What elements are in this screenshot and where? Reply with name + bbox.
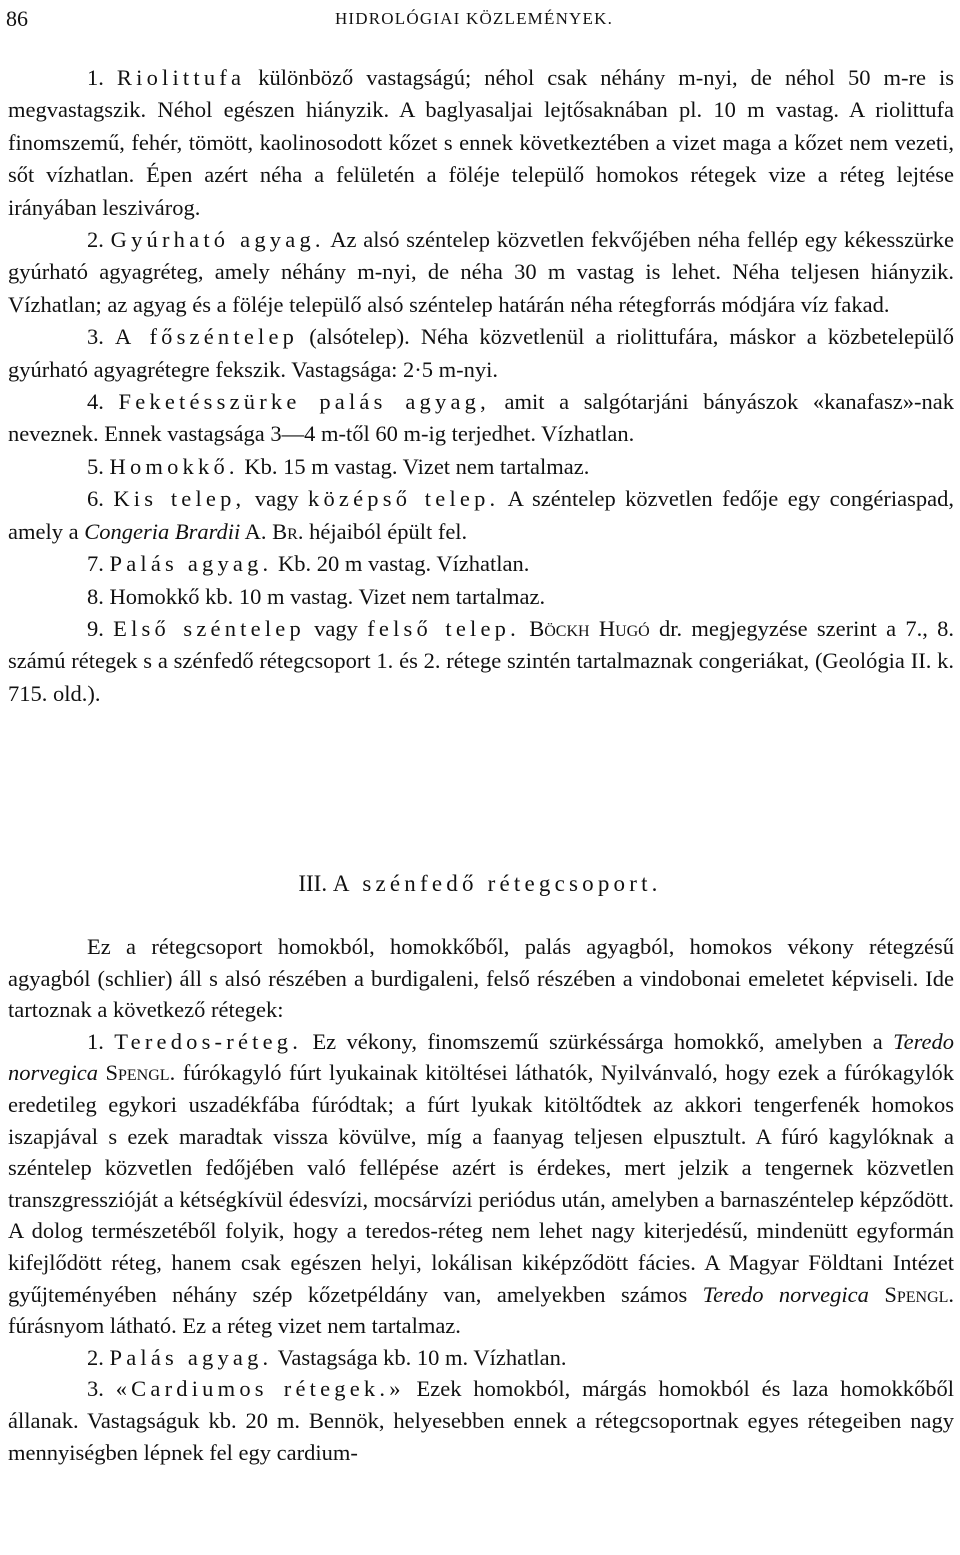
paragraph-item-4: 4. Feketésszürke palás agyag, amit a salgótarjáni bányászok «kanafasz»-nak neveznek. Ennek vastagsága 3—4 m-től 60 m-ig terjedhet. Vízhatlan. [8,389,955,447]
paragraph-item-3: 3. A főszéntelep (alsótelep). Néha közvetlenül a riolittufára, máskor a közbetelepülő gyúrható agyagrétegre fekszik. Vastagsága: 2·5 m-nyi. [8,324,955,382]
section-title: A szénfedő rétegcsoport. [332,871,662,896]
section-numeral: III. [298,871,328,896]
page-header [6,6,942,30]
paragraph-item-9: 9. Első széntelep vagy felső telep. Böckh Hugó dr. megjegyzése szerint a 7., 8. számú rétegek s a szénfedő rétegcsoport 1. és 2. rétege szintén tartalmaznak congeriákat, (Geológia II. k. 715. old.). [8,615,954,706]
paragraph-item-1: 1. Riolittufa különböző vastagságú; néhol csak néhány m-nyi, de néhol 50 m-re is megvastagszik. Néhol egészen hiányzik. A baglyasaljai lejtősaknában pl. 10 m vastag. A riolittufa finomszemű, fehér, tömött, kaolinosodott kőzet s ennek következtében a vizet maga a kőzet nem vezeti, sőt vízhatlan. Épen azért néha a felületén a föléje települő homokos rétegek vize a réteg lejtése irányában leszivárog. [8,65,955,220]
page-number: 86 [6,6,28,31]
paragraph-item-teredos: 1. Teredos-réteg. Ez vékony, finomszemű szürkéssárga homokkő, amelyben a Teredo norvegica Spengl. fúrókagyló fúrt lyukainak kitöltései láthatók, Nyilvánvaló, hogy ezek a fúrókagylók eredetileg egykori uszadékfába fúródtak; a fúrt lyukak kitöltődtek az akkori tengerfenék homokos iszapjával s ezek maradtak vissza kövülve, míg a faanyag teljesen elpusztult. A fúró kagylóknak a széntelep közvetlen fedőjében való fellépése azért is érdekes, mert jelzik a tengernek közvetlen transzgresszióját a kétségkívül édesvízi, mocsárvízi periódus után, amelyben a barnaszéntelep képződött. A dolog természetéből folyik, hogy a teredos-réteg nem lehet nagy kiterjedésű, mindenütt egyformán kifejlődött réteg, hanem csak egészen helyi, lokálisan kiképződött fácies. A Magyar Földtani Intézet gyűjteményében néhány szép kőzetpéldány van, amelyekben számos Teredo norvegica Spengl. fúrásnyom látható. Ez a réteg vizet nem tartalmaz. [8,1028,955,1339]
paragraph-item-7: 7. Palás agyag. Kb. 20 m vastag. Vízhatlan. [87,551,530,577]
paragraph-item-6: 6. Kis telep, vagy középső telep. A széntelep közvetlen fedője egy congériaspad, amely a Congeria Brardii A. Br. héjaiból épült fel. [8,486,954,544]
paragraph-item-5: 5. Homokkő. Kb. 15 m vastag. Vizet nem tartalmaz. [87,453,590,479]
running-title: HIDROLÓGIAI KÖZLEMÉNYEK. [334,9,614,28]
strata-list-lower [8,931,954,1468]
paragraph-item-2: 2. Gyúrható agyag. Az alsó széntelep közvetlen fekvőjében néha fellép egy kékesszürke gyúrható agyagréteg, amely néhány m-nyi, de néha 30 m vastag is lehet. Néha teljesen hiányzik. Vízhatlan; az agyag és a föléje települő alsó széntelep határán néha rétegforrás módjára víz fakad. [8,227,955,317]
strata-list-upper [8,62,954,710]
section-heading [0,871,960,897]
paragraph-item-8: 8. Homokkő kb. 10 m vastag. Vizet nem tartalmaz. [87,583,546,609]
paragraph-item-cardiumos: 3. «Cardiumos rétegek.» Ezek homokból, márgás homokból és laza homokkőből állanak. Vastagságuk kb. 20 m. Bennök, helyesebben ennek a rétegcsoportnak egyes rétegeiben nagy mennyiségben lépnek fel egy cardium- [8,1376,955,1465]
intro-paragraph: Ez a rétegcsoport homokból, homokkőből, palás agyagból, homokos vékony rétegzésű agyagból (schlier) áll s alsó részében a burdigaleni, felső részében a vindobonai emeletet képviseli. Ide tartoznak a következő rétegek: [8,934,954,1023]
paragraph-item-palas-agyag: 2. Palás agyag. Vastagsága kb. 10 m. Vízhatlan. [87,1344,567,1370]
